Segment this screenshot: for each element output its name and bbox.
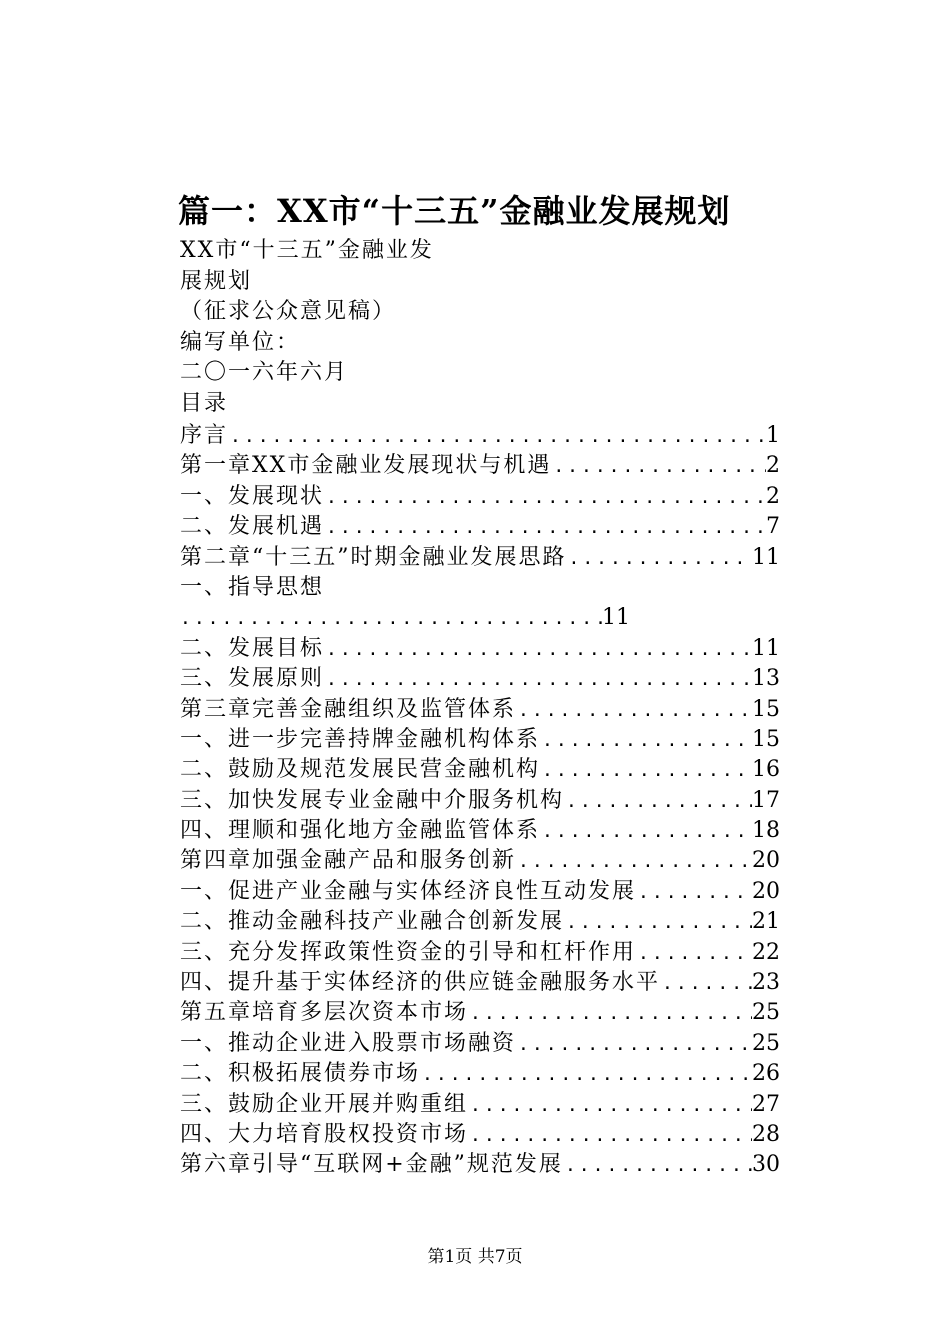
toc-entry-page: 15 (752, 726, 780, 752)
toc-entry (180, 786, 780, 816)
toc-entry-label: 第一章XX市金融业发展现状与机遇 (180, 453, 552, 479)
toc-entry (180, 573, 780, 603)
toc-entry-label: 二、积极拓展债券市场 (180, 1061, 421, 1087)
page-title: 篇一：XX市“十三五”金融业发展规划 (178, 192, 731, 230)
toc-entry-page: 26 (752, 1061, 780, 1087)
toc-entry-label: 四、理顺和强化地方金融监管体系 (180, 818, 541, 844)
toc-leader-dots (540, 817, 752, 846)
toc-leader-dots (567, 544, 753, 573)
toc-entry-page: 15 (752, 696, 780, 722)
toc-entry (180, 421, 780, 451)
toc-entry-page: 20 (752, 878, 780, 904)
toc-leader-dots (516, 1030, 752, 1059)
toc-entry-label: 二、鼓励及规范发展民营金融机构 (180, 757, 541, 783)
toc-leader-dots (324, 665, 752, 694)
toc-leader-dots (636, 878, 752, 907)
cover-line: 编写单位： (180, 329, 301, 355)
toc-entry (180, 938, 780, 968)
toc-leader-dots (563, 1151, 752, 1180)
toc-entry (180, 664, 780, 694)
toc-entry-label: 一、推动企业进入股票市场融资 (180, 1030, 517, 1056)
toc-entry (180, 634, 780, 664)
toc-leader-dots (468, 1121, 752, 1150)
toc-entry-page: 25 (752, 1030, 780, 1056)
toc-entry-page: 20 (752, 848, 780, 874)
toc-entry (180, 907, 780, 937)
toc-entry-page: 28 (752, 1121, 780, 1147)
toc-leader-dots (564, 787, 752, 816)
toc-leader-dots (540, 756, 752, 785)
toc-entry-label: 三、发展原则 (180, 666, 325, 692)
toc-entry (180, 451, 780, 481)
toc-entry-label: 二、发展目标 (180, 635, 325, 661)
toc-entry-label: 第四章加强金融产品和服务创新 (180, 848, 517, 874)
toc-entry-page: 2 (766, 453, 780, 479)
toc-entry-page: 25 (752, 1000, 780, 1026)
toc-leader-dots (420, 1060, 752, 1089)
toc-entry (180, 1150, 780, 1180)
toc-leader-dots (324, 483, 766, 512)
toc-entry-page: 11 (752, 635, 780, 661)
toc-entry (180, 877, 780, 907)
toc-entry-page: 17 (752, 787, 780, 813)
toc-entry-page: 11 (752, 544, 780, 570)
toc-entry-page: 13 (752, 666, 780, 692)
toc-entry-continuation (180, 603, 780, 633)
toc-heading: 目录 (180, 390, 229, 416)
toc-leader-dots (468, 1091, 752, 1120)
toc-entry-label: 四、提升基于实体经济的供应链金融服务水平 (180, 970, 661, 996)
toc-entry-label: 三、充分发挥政策性资金的引导和杠杆作用 (180, 939, 637, 965)
toc-entry-label: 第三章完善金融组织及监管体系 (180, 696, 517, 722)
toc-entry-page: 7 (766, 514, 780, 540)
toc-entry (180, 816, 780, 846)
toc-entry-page: 11 (602, 605, 630, 631)
cover-line: 二〇一六年六月 (180, 360, 349, 385)
toc-leader-dots (516, 696, 752, 725)
table-of-contents (180, 421, 780, 1181)
toc-entry (180, 482, 780, 512)
cover-lines (180, 236, 780, 419)
toc-leader-dots (516, 847, 752, 876)
toc-entry (180, 543, 780, 573)
toc-entry (180, 1090, 780, 1120)
toc-entry (180, 512, 780, 542)
toc-entry-label: 第二章“十三五”时期金融业发展思路 (180, 544, 567, 570)
toc-entry (180, 755, 780, 785)
toc-leader-dots (540, 726, 752, 755)
toc-entry-label: 一、指导思想 (180, 574, 325, 600)
toc-leader-dots (660, 969, 752, 998)
toc-entry (180, 1059, 780, 1089)
toc-entry-label: 二、发展机遇 (180, 514, 325, 540)
toc-entry-page: 30 (752, 1152, 780, 1178)
toc-leader-dots (324, 513, 766, 542)
toc-entry-page: 22 (752, 939, 780, 965)
toc-entry (180, 846, 780, 876)
toc-entry-label: 四、大力培育股权投资市场 (180, 1121, 469, 1147)
toc-entry-label: 三、鼓励企业开展并购重组 (180, 1091, 469, 1117)
toc-entry-label: 第五章培育多层次资本市场 (180, 1000, 469, 1026)
toc-entry-page: 23 (752, 970, 780, 996)
toc-entry (180, 1120, 780, 1150)
toc-entry-page: 16 (752, 757, 780, 783)
cover-line: 展规划 (180, 268, 253, 294)
toc-entry-page: 27 (752, 1091, 780, 1117)
toc-entry-page: 18 (752, 818, 780, 844)
toc-entry (180, 725, 780, 755)
cover-line: XX市“十三五”金融业发 (180, 238, 434, 263)
toc-entry (180, 695, 780, 725)
toc-entry-label: 二、推动金融科技产业融合创新发展 (180, 909, 565, 935)
page-footer: 第1页 共7页 (427, 1247, 523, 1267)
cover-line: （征求公众意见稿） (180, 299, 397, 324)
toc-leader-dots (468, 999, 752, 1028)
toc-entry-label: 一、促进产业金融与实体经济良性互动发展 (180, 878, 637, 904)
toc-entry-page: 1 (766, 423, 780, 448)
toc-leader-dots (324, 635, 752, 664)
toc-entry-label: 一、进一步完善持牌金融机构体系 (180, 726, 541, 752)
toc-leader-dots (180, 604, 602, 633)
toc-entry-label: 序言 (180, 423, 229, 448)
toc-entry-label: 第六章引导“互联网+金融”规范发展 (180, 1152, 563, 1178)
toc-entry-label: 三、加快发展专业金融中介服务机构 (180, 787, 565, 813)
toc-entry-page: 2 (766, 483, 780, 509)
toc-leader-dots (636, 939, 752, 968)
toc-entry-page: 21 (752, 909, 780, 935)
toc-entry (180, 968, 780, 998)
toc-leader-dots (564, 908, 752, 937)
toc-entry-label: 一、发展现状 (180, 483, 325, 509)
toc-leader-dots (551, 452, 766, 481)
toc-entry (180, 998, 780, 1028)
toc-leader-dots (228, 422, 766, 451)
toc-entry (180, 1029, 780, 1059)
